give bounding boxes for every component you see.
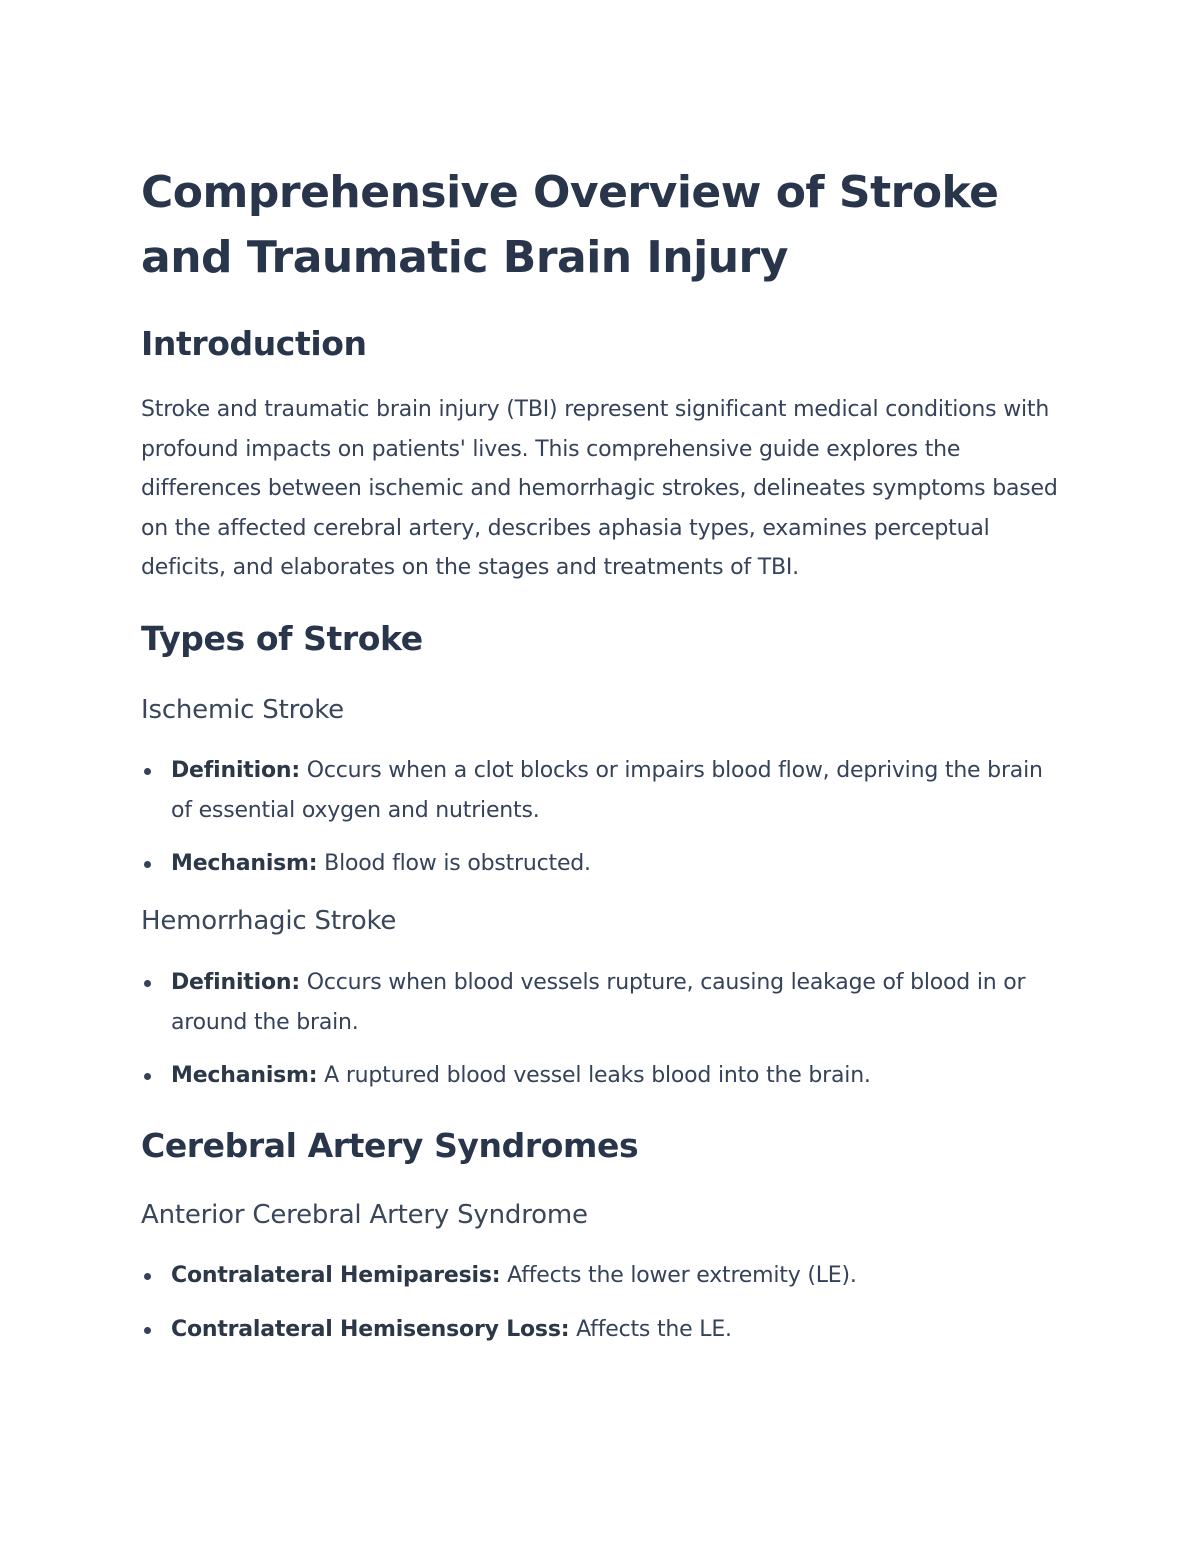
anterior-cerebral-artery-list <box>141 1256 1066 1350</box>
bullet-icon <box>144 1327 151 1334</box>
hemorrhagic-stroke-heading: Hemorrhagic Stroke <box>141 905 397 936</box>
types-of-stroke-heading: Types of Stroke <box>141 618 423 658</box>
document-page <box>141 160 1066 1350</box>
bullet-icon <box>144 1273 151 1280</box>
list-item <box>141 844 1066 884</box>
bullet-icon <box>144 1073 151 1080</box>
list-item-term: Mechanism: <box>171 850 318 876</box>
list-item <box>141 963 1066 1043</box>
list-item-term: Contralateral Hemiparesis: <box>171 1262 501 1288</box>
ischemic-stroke-heading: Ischemic Stroke <box>141 694 344 725</box>
anterior-cerebral-artery-heading: Anterior Cerebral Artery Syndrome <box>141 1199 588 1230</box>
introduction-paragraph: Stroke and traumatic brain injury (TBI) represent significant medical conditions with profound impacts on patients' lives. This comprehensive guide explores the differences between ischemic and hemorrhagic strokes, delineates symptoms based on the affected cerebral artery, describes aphasia types, examines perceptual deficits, and elaborates on the stages and treatments of TBI. <box>141 397 1058 580</box>
list-item <box>141 1310 1066 1350</box>
list-item-text: Affects the lower extremity (LE). <box>500 1262 857 1288</box>
list-item <box>141 1256 1066 1296</box>
list-item-term: Definition: <box>171 757 300 783</box>
hemorrhagic-stroke-list <box>141 963 1066 1096</box>
list-item-text: Occurs when blood vessels rupture, causing leakage of blood in or around the brain. <box>171 969 1026 1035</box>
list-item-term: Definition: <box>171 969 300 995</box>
introduction-heading: Introduction <box>141 324 367 363</box>
list-item-text: A ruptured blood vessel leaks blood into the brain. <box>317 1062 871 1088</box>
list-item-term: Contralateral Hemisensory Loss: <box>171 1316 570 1342</box>
cerebral-artery-syndromes-heading: Cerebral Artery Syndromes <box>141 1125 639 1165</box>
bullet-icon <box>144 980 151 987</box>
bullet-icon <box>144 768 151 775</box>
list-item-text: Occurs when a clot blocks or impairs blood flow, depriving the brain of essential oxygen and nutrients. <box>171 757 1043 823</box>
list-item-text: Affects the LE. <box>569 1316 732 1342</box>
bullet-icon <box>144 861 151 868</box>
ischemic-stroke-list <box>141 751 1066 884</box>
list-item-text: Blood flow is obstructed. <box>317 850 591 876</box>
list-item-term: Mechanism: <box>171 1062 318 1088</box>
list-item <box>141 751 1066 831</box>
document-title: Comprehensive Overview of Stroke and Traumatic Brain Injury <box>141 167 999 283</box>
list-item <box>141 1056 1066 1096</box>
